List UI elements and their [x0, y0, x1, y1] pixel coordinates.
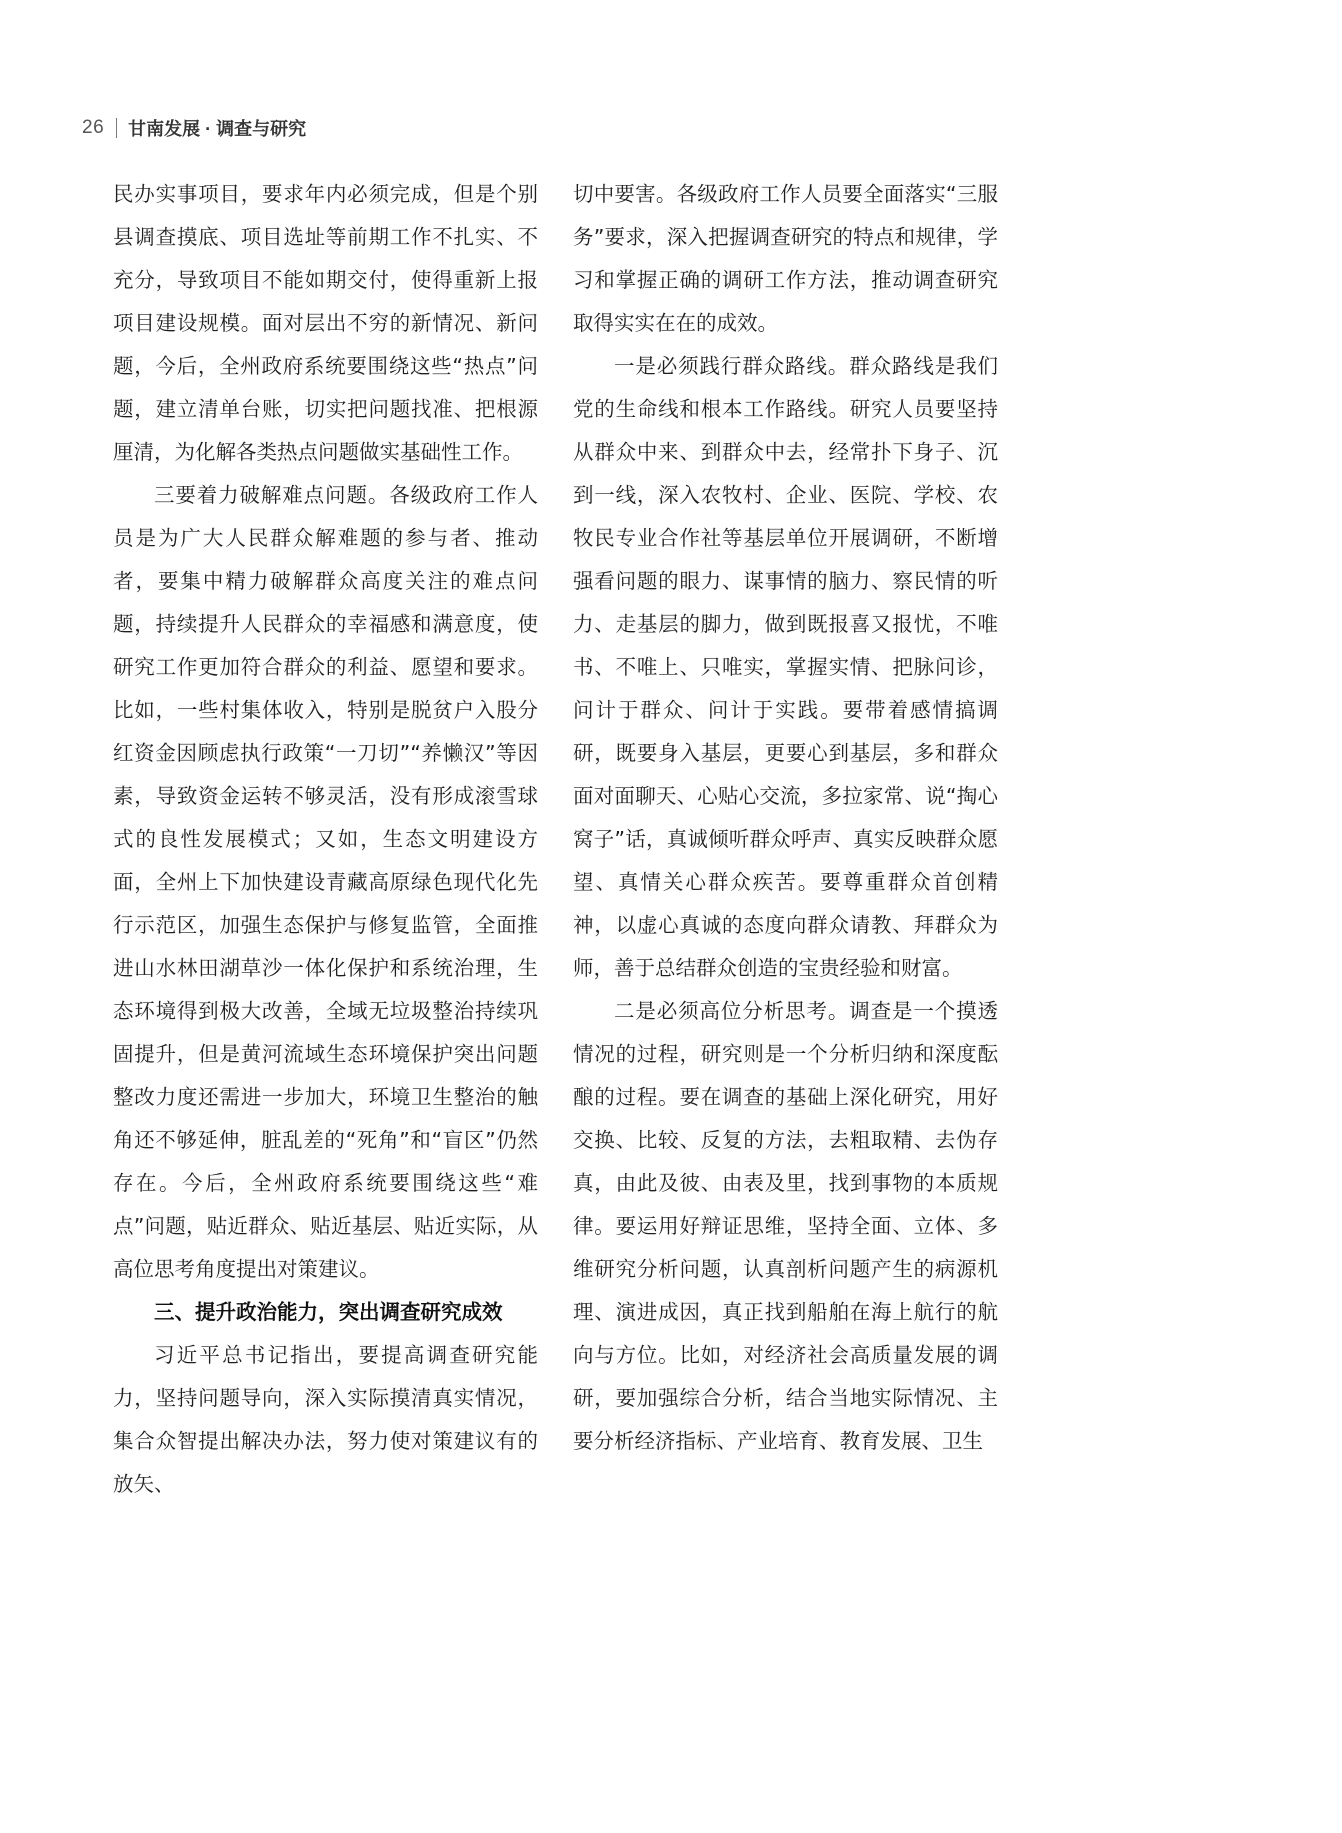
- page-number: 26: [82, 117, 105, 138]
- body-paragraph: 二是必须高位分析思考。调查是一个摸透情况的过程，研究则是一个分析归纳和深度酝酿的过程。要在调查的基础上深化研究，用好交换、比较、反复的方法，去粗取精、去伪存真，由此及彼、由表及里，找到事物的本质规律。要运用好辩证思维，坚持全面、立体、多维研究分析问题，认真剖析问题产生的病源机理、演进成因，真正找到船舶在海上航行的航向与方位。比如，对经济社会高质量发展的调研，要加强综合分析，结合当地实际情况、主要分析经济指标、产业培育、教育发展、卫生: [573, 999, 998, 1453]
- running-header: [82, 113, 306, 143]
- body-paragraph: 习近平总书记指出，要提高调查研究能力，坚持问题导向，深入实际摸清真实情况，集合众智提出解决办法，努力使对策建议有的放矢、: [113, 1343, 538, 1496]
- right-text-column: [573, 173, 998, 1463]
- journal-section-title: 甘南发展 · 调查与研究: [128, 119, 307, 139]
- body-paragraph: 一是必须践行群众路线。群众路线是我们党的生命线和根本工作路线。研究人员要坚持从群众中来、到群众中去，经常扑下身子、沉到一线，深入农牧村、企业、医院、学校、农牧民专业合作社等基层单位开展调研，不断增强看问题的眼力、谋事情的脑力、察民情的听力、走基层的脚力，做到既报喜又报忧，不唯书、不唯上、只唯实，掌握实情、把脉问诊，问计于群众、问计于实践。要带着感情搞调研，既要身入基层，更要心到基层，多和群众面对面聊天、心贴心交流，多拉家常、说“掏心窝子”话，真诚倾听群众呼声、真实反映群众愿望、真情关心群众疾苦。要尊重群众首创精神，以虚心真诚的态度向群众请教、拜群众为师，善于总结群众创造的宝贵经验和财富。: [573, 354, 998, 980]
- section-heading: 三、提升政治能力，突出调查研究成效: [154, 1300, 503, 1324]
- body-paragraph: 三要着力破解难点问题。各级政府工作人员是为广大人民群众解难题的参与者、推动者，要集中精力破解群众高度关注的难点问题，持续提升人民群众的幸福感和满意度，使研究工作更加符合群众的利益、愿望和要求。比如，一些村集体收入，特别是脱贫户入股分红资金因顾虑执行政策“一刀切”“养懒汉”等因素，导致资金运转不够灵活，没有形成滚雪球式的良性发展模式；又如，生态文明建设方面，全州上下加快建设青藏高原绿色现代化先行示范区，加强生态保护与修复监管，全面推进山水林田湖草沙一体化保护和系统治理，生态环境得到极大改善，全域无垃圾整治持续巩固提升，但是黄河流域生态环境保护突出问题整改力度还需进一步加大，环境卫生整治的触角还不够延伸，脏乱差的“死角”和“盲区”仍然存在。今后，全州政府系统要围绕这些“难点”问题，贴近群众、贴近基层、贴近实际，从高位思考角度提出对策建议。: [113, 483, 538, 1281]
- continuation-paragraph: 切中要害。各级政府工作人员要全面落实“三服务”要求，深入把握调查研究的特点和规律，学习和掌握正确的调研工作方法，推动调查研究取得实实在在的成效。: [573, 182, 998, 335]
- left-text-column: [113, 173, 538, 1506]
- continuation-paragraph: 民办实事项目，要求年内必须完成，但是个别县调查摸底、项目选址等前期工作不扎实、不充分，导致项目不能如期交付，使得重新上报项目建设规模。面对层出不穷的新情况、新问题，今后，全州政府系统要围绕这些“热点”问题，建立清单台账，切实把问题找准、把根源厘清，为化解各类热点问题做实基础性工作。: [113, 182, 538, 464]
- header-divider: [116, 118, 117, 138]
